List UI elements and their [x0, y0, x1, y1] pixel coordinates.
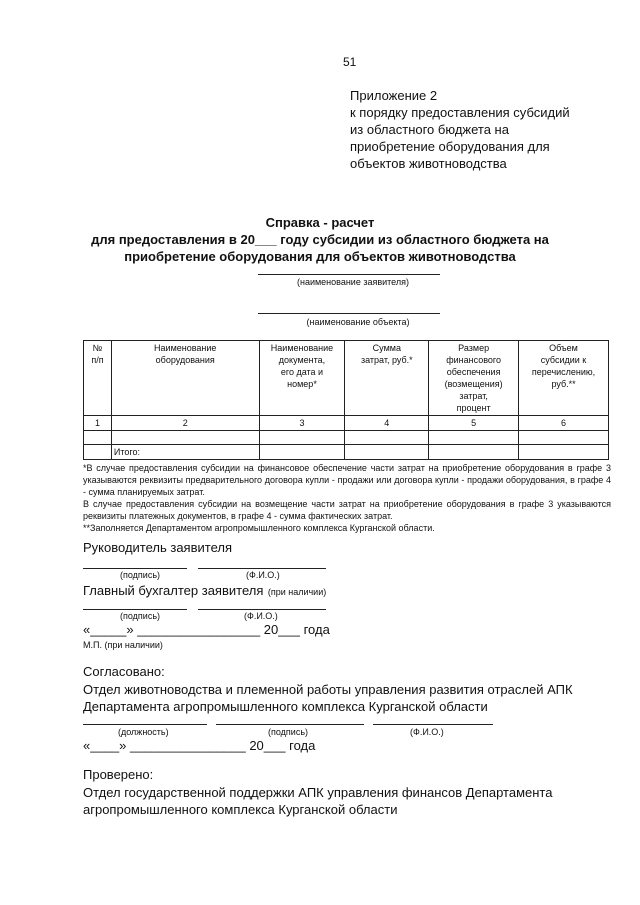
- object-name-line: [258, 313, 440, 314]
- header-cell: Наименование оборудования: [111, 341, 259, 416]
- header-cell: № п/п: [84, 341, 112, 416]
- column-number: 4: [345, 416, 429, 431]
- checked-label: Проверено:: [83, 767, 154, 782]
- accountant-note: (при наличии): [267, 587, 327, 597]
- table-cell[interactable]: [429, 445, 519, 460]
- table-cell[interactable]: [519, 431, 609, 445]
- column-number: 5: [429, 416, 519, 431]
- total-label: Итого:: [111, 445, 259, 460]
- appendix-line: к порядку предоставления субсидий: [350, 105, 570, 120]
- accountant-name-caption: (Ф.И.О.): [244, 611, 278, 621]
- appendix-block: [350, 87, 620, 172]
- approved-name-line[interactable]: [373, 724, 493, 725]
- header-cell: Сумма затрат, руб.*: [345, 341, 429, 416]
- appendix-line: приобретение оборудования для: [350, 139, 550, 154]
- column-number-row: [84, 416, 609, 431]
- document-title: [0, 214, 640, 265]
- table-cell[interactable]: [111, 431, 259, 445]
- title-line: для предоставления в 20___ году субсидии из областного бюджета на: [91, 232, 549, 247]
- date-line-2[interactable]: «____» ________________ 20___ года: [83, 738, 316, 753]
- table-cell[interactable]: [519, 445, 609, 460]
- column-number: 1: [84, 416, 112, 431]
- column-number: 2: [111, 416, 259, 431]
- approved-name-caption: (Ф.И.О.): [410, 727, 444, 737]
- approved-signature-caption: (подпись): [268, 727, 309, 737]
- head-name-line[interactable]: [198, 568, 326, 569]
- accountant-block: [83, 582, 326, 600]
- approved-position-caption: (должность): [118, 727, 169, 737]
- footnote-3: **Заполняется Департаментом агропромышленного комплекса Курганской области.: [83, 523, 435, 533]
- applicant-name-line: [258, 274, 440, 275]
- table-cell: [84, 445, 112, 460]
- accountant-name-line[interactable]: [198, 609, 326, 610]
- footnote-2: В случае предоставления субсидии на возмещение части затрат на приобретение оборудования в графе 3 указываются реквизиты платежных документов, в графе 4 - сумма фактических затрат.: [83, 499, 611, 521]
- appendix-line: объектов животноводства: [350, 156, 507, 171]
- header-cell: Размер финансового обеспечения (возмещения) затрат, процент: [429, 341, 519, 416]
- approved-label: Согласовано:: [83, 664, 165, 679]
- page-number: 51: [343, 55, 357, 69]
- head-label: Руководитель заявителя: [83, 540, 232, 555]
- table-cell[interactable]: [259, 445, 345, 460]
- calculation-table: [83, 340, 609, 460]
- approved-position-line[interactable]: [83, 724, 207, 725]
- accountant-label: Главный бухгалтер заявителя: [83, 583, 264, 598]
- footnote-1: *В случае предоставления субсидии на финансовое обеспечение части затрат на приобретение оборудования в графе 3 указываются реквизиты предварительного договора купли - продажи или договора купли - продажи оборудования, в графе 4 - сумма планируемых затрат.: [83, 463, 611, 497]
- total-row: [84, 445, 609, 460]
- appendix-line: Приложение 2: [350, 88, 438, 103]
- table-header-row: [84, 341, 609, 416]
- column-number: 6: [519, 416, 609, 431]
- accountant-signature-caption: (подпись): [120, 611, 161, 621]
- approved-signature-line[interactable]: [216, 724, 364, 725]
- table-cell[interactable]: [429, 431, 519, 445]
- accountant-signature-line[interactable]: [83, 609, 187, 610]
- appendix-line: из областного бюджета на: [350, 122, 509, 137]
- header-cell: Наименование документа, его дата и номер*: [259, 341, 345, 416]
- table-row: [84, 431, 609, 445]
- applicant-caption: (наименование заявителя): [296, 277, 410, 287]
- head-signature-caption: (подпись): [120, 570, 161, 580]
- object-caption: (наименование объекта): [306, 317, 410, 327]
- date-line-1[interactable]: «_____» _________________ 20___ года: [83, 622, 330, 637]
- header-cell: Объем субсидии к перечислению, руб.**: [519, 341, 609, 416]
- stamp-note: М.П. (при наличии): [83, 640, 163, 650]
- column-number: 3: [259, 416, 345, 431]
- table-cell[interactable]: [259, 431, 345, 445]
- head-name-caption: (Ф.И.О.): [246, 570, 280, 580]
- title-line: приобретение оборудования для объектов животноводства: [124, 249, 516, 264]
- title-line: Справка - расчет: [265, 215, 375, 230]
- approved-department: Отдел животноводства и племенной работы управления развития отраслей АПК Департамента агропромышленного комплекса Курганской области: [83, 682, 573, 714]
- table-cell[interactable]: [345, 431, 429, 445]
- head-signature-line[interactable]: [83, 568, 187, 569]
- table-cell[interactable]: [345, 445, 429, 460]
- checked-department: Отдел государственной поддержки АПК управления финансов Департамента агропромышленного комплекса Курганской области: [83, 785, 553, 817]
- table-cell[interactable]: [84, 431, 112, 445]
- footnotes: [83, 462, 611, 534]
